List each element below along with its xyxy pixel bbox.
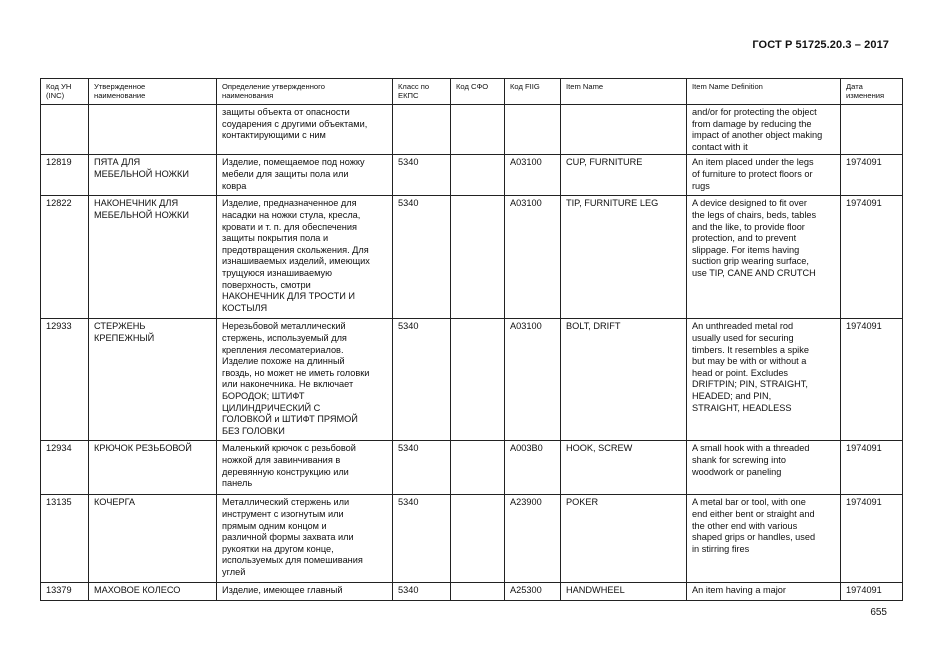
table-header	[41, 79, 903, 105]
cell-change-date: 1974091	[841, 155, 903, 196]
column-header-sfo-code: Код СФО	[451, 79, 505, 105]
cell-item-name-definition: and/or for protecting the object from damage by reducing the impact of another object making contact with it	[687, 105, 841, 155]
cell-fiig-code: A003B0	[505, 441, 561, 495]
column-header-change-date: Дата изменения	[841, 79, 903, 105]
cell-item-name: HANDWHEEL	[561, 583, 687, 601]
cell-item-name: CUP, FURNITURE	[561, 155, 687, 196]
cell-ekps-class: 5340	[393, 155, 451, 196]
cell-fiig-code: A03100	[505, 196, 561, 319]
table-row	[41, 583, 903, 601]
item-names-table	[40, 78, 903, 601]
table-body	[41, 105, 903, 601]
cell-inc: 12934	[41, 441, 89, 495]
cell-item-name-definition: A metal bar or tool, with one end either bent or straight and the other end with various shaped grips or handles, used in stirring fires	[687, 495, 841, 583]
cell-inc: 13135	[41, 495, 89, 583]
cell-sfo-code	[451, 583, 505, 601]
cell-fiig-code: A03100	[505, 319, 561, 441]
cell-sfo-code	[451, 155, 505, 196]
cell-change-date: 1974091	[841, 196, 903, 319]
document-title: ГОСТ Р 51725.20.3 – 2017	[752, 39, 889, 51]
cell-fiig-code: A23900	[505, 495, 561, 583]
cell-item-name-definition: An item having a major	[687, 583, 841, 601]
cell-item-name: HOOK, SCREW	[561, 441, 687, 495]
cell-inc: 12933	[41, 319, 89, 441]
cell-approved-name	[89, 105, 217, 155]
cell-inc	[41, 105, 89, 155]
column-header-definition: Определение утвержденного наименования	[217, 79, 393, 105]
column-header-ekps-class: Класс по ЕКПС	[393, 79, 451, 105]
cell-change-date: 1974091	[841, 441, 903, 495]
cell-definition: Нерезьбовой металлический стержень, используемый для крепления лесоматериалов. Изделие похоже на длинный гвоздь, но может не иметь головки или наконечника. Не включает БОРОДОК; ШТИФТ ЦИЛИНДРИЧЕСКИЙ С ГОЛОВКОЙ и ШТИФТ ПРЯМОЙ БЕЗ ГОЛОВКИ	[217, 319, 393, 441]
column-header-approved-name: Утвержденное наименование	[89, 79, 217, 105]
cell-definition: Маленький крючок с резьбовой ножкой для завинчивания в деревянную конструкцию или панель	[217, 441, 393, 495]
cell-fiig-code: A03100	[505, 155, 561, 196]
cell-sfo-code	[451, 441, 505, 495]
cell-item-name-definition: An item placed under the legs of furniture to protect floors or rugs	[687, 155, 841, 196]
page-number: 655	[870, 607, 887, 618]
table-row	[41, 319, 903, 441]
cell-fiig-code	[505, 105, 561, 155]
cell-item-name: BOLT, DRIFT	[561, 319, 687, 441]
cell-change-date: 1974091	[841, 583, 903, 601]
cell-change-date	[841, 105, 903, 155]
column-header-item-name-definition: Item Name Definition	[687, 79, 841, 105]
cell-sfo-code	[451, 105, 505, 155]
table-header-row	[41, 79, 903, 105]
cell-definition: Изделие, предназначенное для насадки на ножки стула, кресла, кровати и т. п. для обеспечения защиты покрытия пола и предотвращения скольжения. Для изнашиваемых изделий, имеющих трущуюся изнашиваемую поверхность, смотри НАКОНЕЧНИК ДЛЯ ТРОСТИ И КОСТЫЛЯ	[217, 196, 393, 319]
cell-item-name-definition: A small hook with a threaded shank for screwing into woodwork or paneling	[687, 441, 841, 495]
cell-item-name: POKER	[561, 495, 687, 583]
cell-change-date: 1974091	[841, 495, 903, 583]
cell-approved-name: ПЯТА ДЛЯ МЕБЕЛЬНОЙ НОЖКИ	[89, 155, 217, 196]
cell-ekps-class: 5340	[393, 196, 451, 319]
cell-approved-name: КОЧЕРГА	[89, 495, 217, 583]
cell-inc: 13379	[41, 583, 89, 601]
column-header-fiig-code: Код FIIG	[505, 79, 561, 105]
cell-definition: Металлический стержень или инструмент с изогнутым или прямым одним концом и различной формы захвата или рукоятки на другом конце, используемых для помешивания углей	[217, 495, 393, 583]
cell-item-name-definition: An unthreaded metal rod usually used for securing timbers. It resembles a spike but may be with or without a head or point. Excludes DRIFTPIN; PIN, STRAIGHT, HEADED; and PIN, STRAIGHT, HEADLESS	[687, 319, 841, 441]
cell-ekps-class: 5340	[393, 583, 451, 601]
table-row	[41, 196, 903, 319]
cell-sfo-code	[451, 319, 505, 441]
cell-definition: Изделие, помещаемое под ножку мебели для защиты пола или ковра	[217, 155, 393, 196]
cell-approved-name: КРЮЧОК РЕЗЬБОВОЙ	[89, 441, 217, 495]
cell-inc: 12819	[41, 155, 89, 196]
cell-ekps-class	[393, 105, 451, 155]
cell-ekps-class: 5340	[393, 319, 451, 441]
cell-sfo-code	[451, 495, 505, 583]
cell-sfo-code	[451, 196, 505, 319]
cell-change-date: 1974091	[841, 319, 903, 441]
table-row	[41, 495, 903, 583]
cell-item-name	[561, 105, 687, 155]
cell-item-name: TIP, FURNITURE LEG	[561, 196, 687, 319]
cell-ekps-class: 5340	[393, 441, 451, 495]
cell-definition: защиты объекта от опасности соударения с другими объектами, контактирующими с ним	[217, 105, 393, 155]
cell-ekps-class: 5340	[393, 495, 451, 583]
column-header-inc: Код УН (INC)	[41, 79, 89, 105]
table-row	[41, 441, 903, 495]
cell-definition: Изделие, имеющее главный	[217, 583, 393, 601]
cell-approved-name: МАХОВОЕ КОЛЕСО	[89, 583, 217, 601]
cell-fiig-code: A25300	[505, 583, 561, 601]
cell-approved-name: СТЕРЖЕНЬ КРЕПЕЖНЫЙ	[89, 319, 217, 441]
cell-inc: 12822	[41, 196, 89, 319]
table-row	[41, 155, 903, 196]
cell-item-name-definition: A device designed to fit over the legs of chairs, beds, tables and the like, to provide floor protection, and to prevent slippage. For items having suction grip wearing surface, use TIP, CANE AND CRUTCH	[687, 196, 841, 319]
table-row	[41, 105, 903, 155]
column-header-item-name: Item Name	[561, 79, 687, 105]
cell-approved-name: НАКОНЕЧНИК ДЛЯ МЕБЕЛЬНОЙ НОЖКИ	[89, 196, 217, 319]
